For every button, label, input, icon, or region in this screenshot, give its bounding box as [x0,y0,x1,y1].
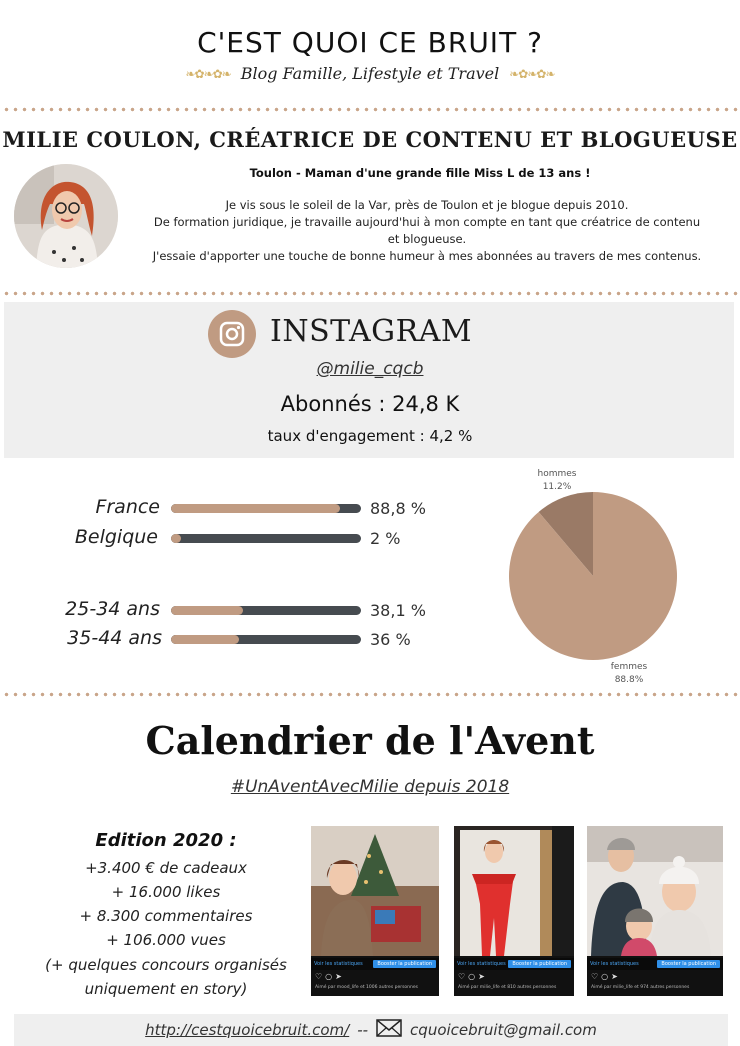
post-actions [458,972,488,981]
engagement-rate: taux d'engagement : 4,2 % [267,427,473,445]
heart-icon[interactable]: ♡ [458,972,469,981]
tagline: Blog Famille, Lifestyle et Travel [240,64,500,83]
footer-separator: -- [357,1021,369,1039]
profile-heading: MILIE COULON, CRÉATRICE DE CONTENU ET BLOGUEUSE [2,127,738,152]
send-icon[interactable]: ➤ [478,972,488,981]
pie-label-percent: 88.8% [614,675,644,685]
stat-bar [171,635,361,644]
view-stats-link[interactable]: Voir les statistiques [314,961,363,967]
send-icon[interactable]: ➤ [335,972,345,981]
stat-bar-fill [171,534,181,543]
edition-line: uniquement en story) [84,980,248,998]
pie-label-name: hommes [537,469,577,479]
post-likes: Aimé par milie_life et 974 autres personnes [591,985,690,990]
stat-bar-fill [171,504,340,513]
comment-icon[interactable]: ○ [601,972,612,981]
instagram-title: INSTAGRAM [270,314,473,349]
email-link[interactable]: cquoicebruit@gmail.com [410,1021,597,1039]
heart-icon[interactable]: ♡ [315,972,326,981]
pie-slices [509,492,677,660]
stat-row [0,627,480,651]
stat-value: 88,8 % [370,499,426,518]
advent-hashtag-link[interactable]: #UnAventAvecMilie depuis 2018 [230,777,510,797]
laurel-right-icon: ❧✿❧✿❧ [509,66,555,81]
stat-value: 2 % [370,529,401,548]
pie-slice-femmes [509,492,677,660]
stat-row [0,496,480,520]
send-icon[interactable]: ➤ [611,972,621,981]
view-stats-link[interactable]: Voir les statistiques [590,961,639,967]
edition-line: (+ quelques concours organisés [45,956,287,974]
instagram-icon [208,310,256,358]
dotted-divider [0,291,740,296]
instagram-post-screenshot[interactable] [587,826,723,996]
edition-line: + 8.300 commentaires [79,907,253,925]
instagram-post-screenshot[interactable] [311,826,439,996]
edition-title: Edition 2020 : [95,830,237,851]
site-title: C'EST QUOI CE BRUIT ? [197,26,543,59]
stat-label: Belgique [74,526,158,548]
pie-label-name: femmes [610,662,648,672]
website-link[interactable]: http://cestquoicebruit.com/ [145,1021,350,1039]
edition-line: +3.400 € de cadeaux [85,859,247,877]
footer [14,1014,728,1046]
tagline-row [0,64,740,83]
post-actions [315,972,345,981]
laurel-left-icon: ❧✿❧✿❧ [185,66,231,81]
bio-line: et blogueuse. [387,232,467,246]
stat-label: France [95,496,160,518]
profile-subtitle: Toulon - Maman d'une grande fille Miss L de 13 ans ! [249,166,591,180]
gender-pie-chart [500,462,700,692]
stat-value: 36 % [370,630,411,649]
instagram-handle-link[interactable]: @milie_cqcb [316,359,424,379]
stat-label: 35-44 ans [67,627,162,649]
bio-line: J'essaie d'apporter une touche de bonne humeur à mes abonnées au travers de mes contenus. [152,249,702,263]
stat-bar [171,504,361,513]
pie-label-percent: 11.2% [542,482,572,492]
advent-title: Calendrier de l'Avent [145,718,595,763]
stat-label: 25-34 ans [65,598,160,620]
bio-line: Je vis sous le soleil de la Var, près de Toulon et je blogue depuis 2010. [225,198,629,212]
stat-bar [171,534,361,543]
boost-post-button[interactable]: Booster la publication [657,960,720,968]
stat-bar-fill [171,635,239,644]
post-stats-bar [454,958,574,970]
followers-count: Abonnés : 24,8 K [280,392,460,416]
edition-line: + 106.000 vues [106,931,226,949]
post-likes: Aimé par mood_life et 1006 autres personnes [315,985,418,990]
boost-post-button[interactable]: Booster la publication [373,960,436,968]
heart-icon[interactable]: ♡ [591,972,602,981]
stat-row [0,526,480,550]
post-photo [311,826,439,956]
bio-line: De formation juridique, je travaille aujourd'hui à mon compte en tant que créatrice de contenu [153,215,701,229]
post-likes: Aimé par milie_life et 810 autres personnes [458,985,557,990]
comment-icon[interactable]: ○ [325,972,336,981]
post-photo [454,826,574,956]
edition-line: + 16.000 likes [111,883,221,901]
dotted-divider [0,692,740,697]
post-actions [591,972,621,981]
instagram-post-screenshot[interactable] [454,826,574,996]
view-stats-link[interactable]: Voir les statistiques [457,961,506,967]
avatar [14,164,118,268]
stat-value: 38,1 % [370,601,426,620]
post-stats-bar [587,958,723,970]
stat-bar-fill [171,606,243,615]
boost-post-button[interactable]: Booster la publication [508,960,571,968]
stat-row [0,598,480,622]
stat-bar [171,606,361,615]
post-stats-bar [311,958,439,970]
dotted-divider [0,107,740,112]
mail-icon [376,1019,402,1041]
comment-icon[interactable]: ○ [468,972,479,981]
post-photo [587,826,723,956]
